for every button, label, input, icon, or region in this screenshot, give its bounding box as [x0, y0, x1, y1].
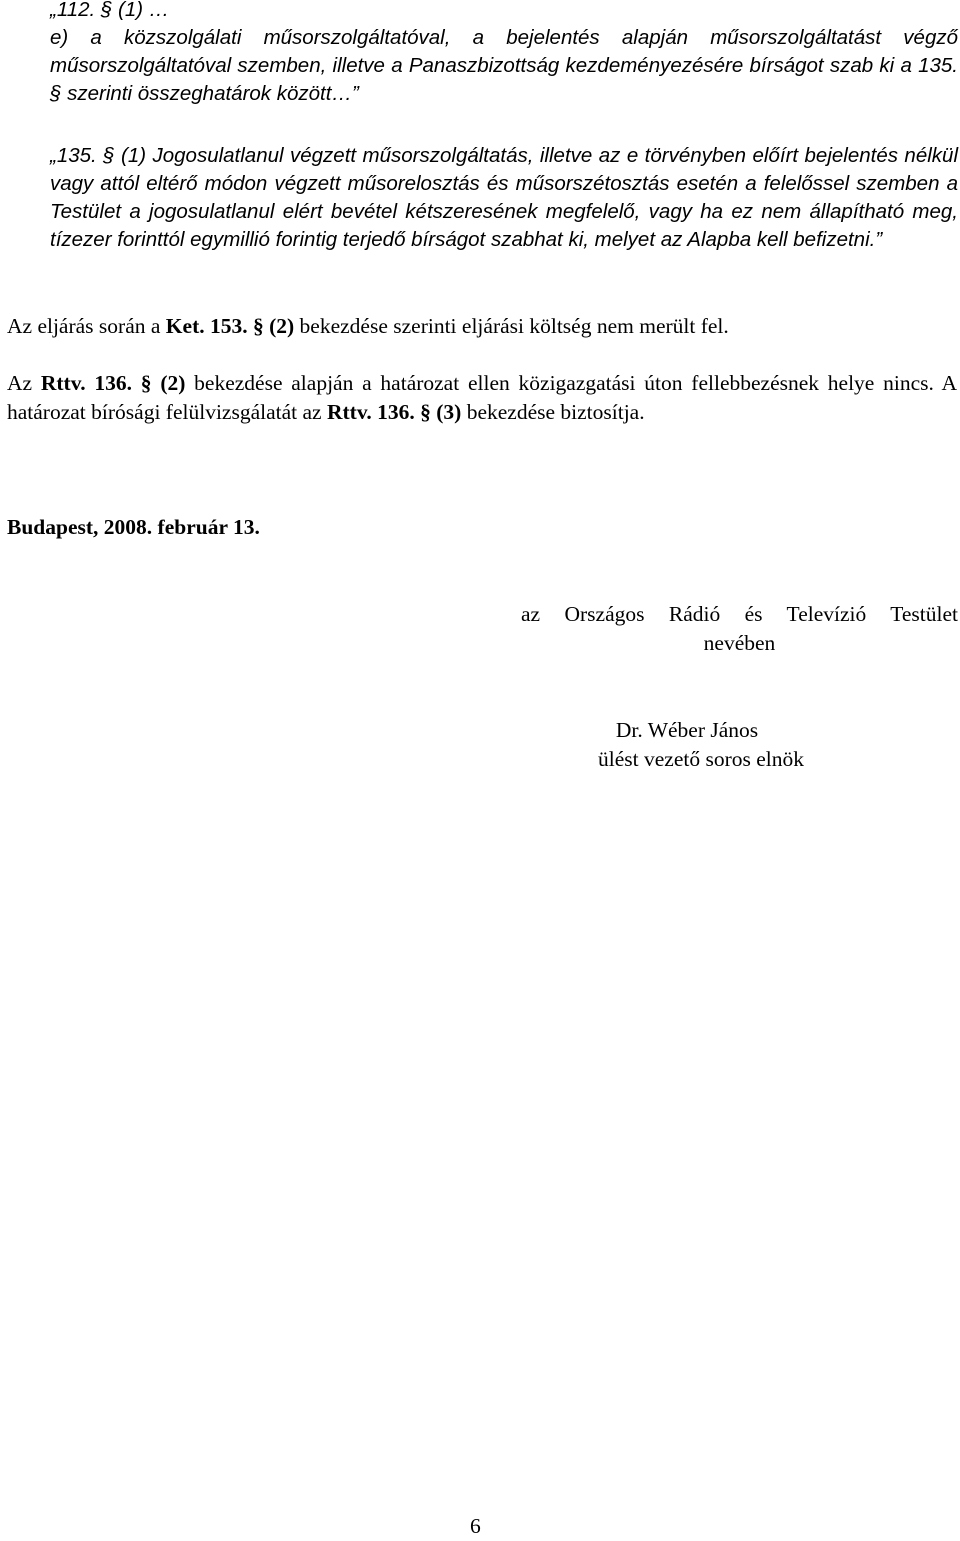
quoted-law-112 — [50, 0, 958, 108]
signature-authority-line2: nevében — [703, 631, 776, 655]
para2-text-1: Az — [7, 371, 41, 395]
para2-text-2: bekezdése alapján a határozat ellen közigazgatási úton fellebbezésnek helye nincs. A határozat bírósági felülvizsgálatát az — [7, 371, 957, 424]
para1-text-1: Az eljárás során a — [7, 314, 166, 338]
quoted-law-135: „135. § (1) Jogosulatlanul végzett műsorszolgáltatás, illetve az e törvényben előírt bejelentés nélkül vagy attól eltérő módon végzett műsorelosztás és műsorszétosztás esetén a felelőssel szemben a Testület a jogosulatlanul elért bevétel kétszeresének megfelelő, vagy ha ez nem állapítható meg, tízezer forinttól egymillió forintig terjedő bírságot szabhat ki, melyet az Alapba kell befizetni.” — [50, 144, 958, 251]
signatory — [520, 716, 860, 774]
signatory-name: Dr. Wéber János — [615, 718, 759, 742]
page-number: 6 — [470, 1514, 481, 1538]
signature-authority-line1: az Országos Rádió és Televízió Testület — [521, 602, 958, 626]
procedural-cost-paragraph — [7, 312, 957, 341]
quote-112-point-e: e) a közszolgálati műsorszolgáltatóval, a bejelentés alapján műsorszolgáltatást végző műsorszolgáltatóval szemben, illetve a Panaszbizottság kezdeményezésére bírságot szab ki a 135. § szerinti összeghatárok között…” — [50, 26, 958, 105]
appeal-paragraph — [7, 369, 957, 427]
signature-authority — [521, 600, 958, 658]
para1-ref-ket: Ket. 153. § (2) — [165, 314, 295, 338]
document-date: Budapest, 2008. február 13. — [7, 515, 260, 539]
para2-ref-rttv-3: Rttv. 136. § (3) — [326, 400, 462, 424]
para1-text-2: bekezdése szerinti eljárási költség nem merült fel. — [294, 314, 729, 338]
quote-112-heading: „112. § (1) … — [50, 0, 170, 21]
para2-ref-rttv-2: Rttv. 136. § (2) — [40, 371, 186, 395]
para2-text-3: bekezdése biztosítja. — [461, 400, 645, 424]
signatory-role: ülést vezető soros elnök — [598, 747, 804, 771]
